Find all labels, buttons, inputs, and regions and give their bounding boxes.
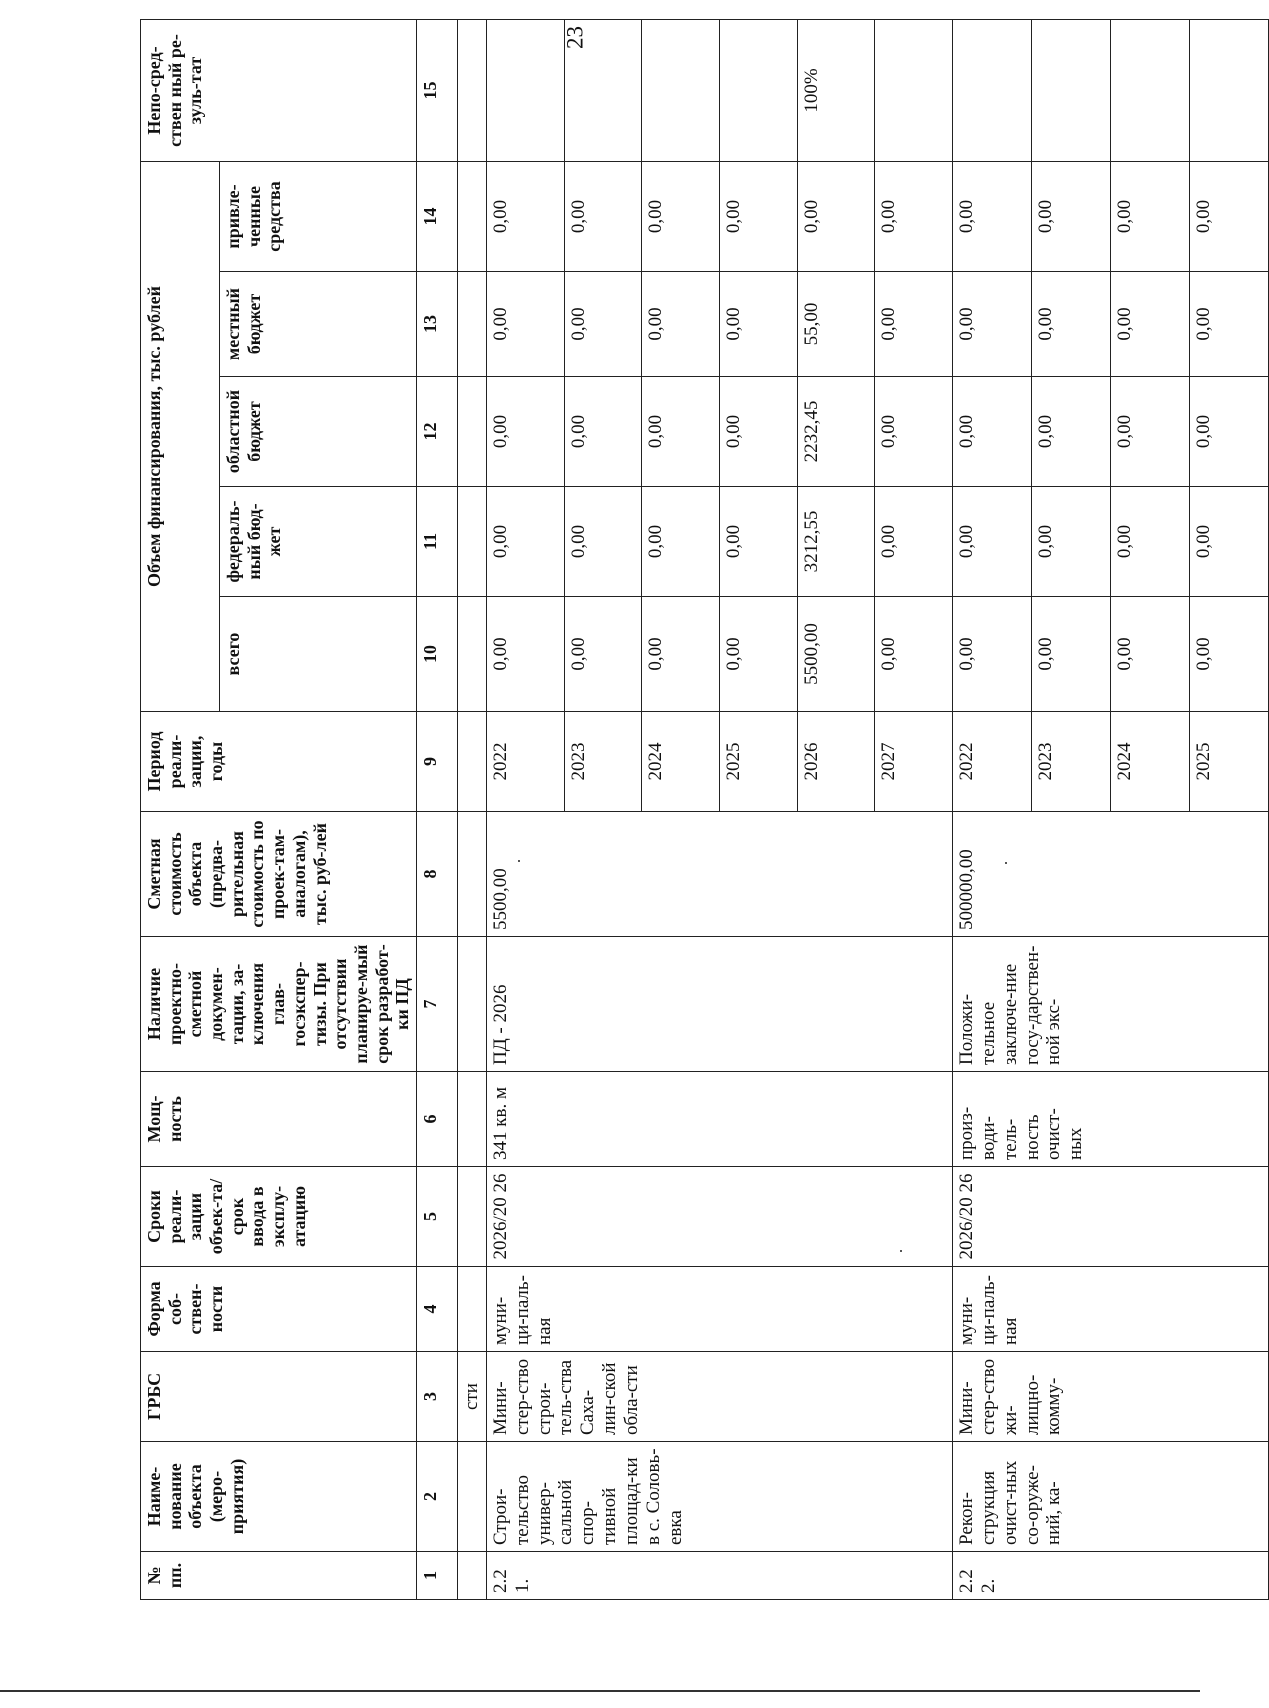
cell-attracted: 0,00: [875, 161, 953, 271]
table-row: [486, 19, 564, 1599]
column-number: 7: [416, 937, 457, 1072]
cell-empty: [457, 937, 486, 1072]
header-docs: Наличие проектно-сметной докумен-тации, за-ключения глав-госэкспер-тизы. При отсутствии планируе-мый срок разработ-ки ПД: [141, 937, 417, 1072]
cell-federal: 0,00: [953, 487, 1032, 597]
cell-federal: 0,00: [1032, 487, 1111, 597]
header-result: Непо-сред-ствен ный ре-зуль-тат: [141, 19, 417, 161]
cell-empty: [457, 812, 486, 937]
cell-year: 2024: [642, 712, 720, 812]
header-funding: Объем финансирования, тыс. рублей: [141, 161, 220, 711]
cell-federal: 0,00: [1190, 487, 1269, 597]
cell-ownership: муни-ци-паль-ная: [486, 1267, 952, 1352]
column-number: 11: [416, 487, 457, 597]
column-number: 10: [416, 597, 457, 712]
cell-federal: 0,00: [642, 487, 720, 597]
column-number: 8: [416, 812, 457, 937]
cell-local: 0,00: [953, 272, 1032, 377]
cell-year: 2024: [1111, 712, 1190, 812]
cell-year: 2022: [953, 712, 1032, 812]
header-capacity: Мощ-ность: [141, 1072, 417, 1167]
cell-total: 0,00: [875, 597, 953, 712]
cell-capacity: 341 кв. м: [486, 1072, 952, 1167]
cell-total: 0,00: [1111, 597, 1190, 712]
cell-empty: [457, 487, 486, 597]
cell-year: 2026: [797, 712, 875, 812]
cell-local: 0,00: [642, 272, 720, 377]
cell-total: 0,00: [719, 597, 797, 712]
cell-regional: 0,00: [953, 377, 1032, 487]
cell-empty: [457, 712, 486, 812]
cell-local: 0,00: [1190, 272, 1269, 377]
cell-total: 0,00: [486, 597, 564, 712]
cell-regional: 0,00: [875, 377, 953, 487]
column-number: 13: [416, 272, 457, 377]
cell-result: [1111, 19, 1190, 161]
cell-result: [486, 19, 564, 161]
column-number: 14: [416, 161, 457, 271]
cell-attracted: 0,00: [1032, 161, 1111, 271]
cell-year: 2023: [564, 712, 642, 812]
scan-speck: [900, 1250, 902, 1252]
cell-federal: 0,00: [719, 487, 797, 597]
cell-total: 0,00: [953, 597, 1032, 712]
header-total: всего: [219, 597, 416, 712]
scan-speck: [518, 860, 520, 862]
cell-regional: 0,00: [1032, 377, 1111, 487]
cell-local: 0,00: [1111, 272, 1190, 377]
cell-local: 0,00: [486, 272, 564, 377]
header-attracted: привле-ченные средства: [219, 161, 416, 271]
header-cost: Сметная стоимость объекта (предва-рительная стоимость по проек-там-аналогам), тыс. руб-лей: [141, 812, 417, 937]
column-number: 3: [416, 1352, 457, 1442]
financing-table-wrapper: [140, 34, 1215, 1600]
cell-docs: ПД - 2026: [486, 937, 952, 1072]
cell-total: 0,00: [1190, 597, 1269, 712]
cell-attracted: 0,00: [564, 161, 642, 271]
cell-num: 2.2 1.: [486, 1552, 952, 1600]
cell-empty: [457, 272, 486, 377]
cell-local: 0,00: [875, 272, 953, 377]
cell-attracted: 0,00: [719, 161, 797, 271]
cell-result: [1032, 19, 1111, 161]
cell-year: 2025: [719, 712, 797, 812]
scan-bottom-edge: [0, 1690, 1200, 1692]
continuation-row: [457, 19, 486, 1599]
cell-federal: 0,00: [1111, 487, 1190, 597]
cell-empty: [457, 161, 486, 271]
cell-federal: 0,00: [875, 487, 953, 597]
header-num: № пп.: [141, 1552, 417, 1600]
cell-cost: 500000,00: [953, 812, 1269, 937]
cell-federal: 3212,55: [797, 487, 875, 597]
cell-grbs-continuation: сти: [457, 1352, 486, 1442]
cell-result: [875, 19, 953, 161]
header-ownership: Форма соб-ствен-ности: [141, 1267, 417, 1352]
cell-regional: 0,00: [564, 377, 642, 487]
cell-total: 0,00: [1032, 597, 1111, 712]
cell-name: Рекон-струкция очист-ных со-оруже-ний, ка-: [953, 1442, 1269, 1552]
cell-total: 0,00: [564, 597, 642, 712]
cell-regional: 0,00: [1111, 377, 1190, 487]
header-period: Период реали-зации, годы: [141, 712, 417, 812]
column-number: 12: [416, 377, 457, 487]
cell-regional: 0,00: [1190, 377, 1269, 487]
cell-result: [642, 19, 720, 161]
header-grbs: ГРБС: [141, 1352, 417, 1442]
cell-result: [564, 19, 642, 161]
cell-attracted: 0,00: [1111, 161, 1190, 271]
cell-result: [719, 19, 797, 161]
cell-cost: 5500,00: [486, 812, 952, 937]
column-number: 5: [416, 1167, 457, 1267]
cell-regional: 2232,45: [797, 377, 875, 487]
cell-local: 55,00: [797, 272, 875, 377]
cell-capacity: произ-води-тель-ность очист-ных: [953, 1072, 1269, 1167]
financing-table: [140, 19, 1269, 1600]
scan-speck: [1005, 862, 1007, 864]
cell-federal: 0,00: [564, 487, 642, 597]
cell-year: 2022: [486, 712, 564, 812]
cell-empty: [457, 1167, 486, 1267]
cell-regional: 0,00: [719, 377, 797, 487]
cell-empty: [457, 19, 486, 161]
column-number: 15: [416, 19, 457, 161]
cell-empty: [457, 1552, 486, 1600]
cell-attracted: 0,00: [797, 161, 875, 271]
header-regional: областной бюджет: [219, 377, 416, 487]
cell-grbs: Мини-стер-ство строи-тель-ства Саха-лин-ской обла-сти: [486, 1352, 952, 1442]
cell-result: [1190, 19, 1269, 161]
cell-empty: [457, 1442, 486, 1552]
cell-total: 0,00: [642, 597, 720, 712]
cell-regional: 0,00: [486, 377, 564, 487]
cell-year: 2027: [875, 712, 953, 812]
cell-empty: [457, 1267, 486, 1352]
column-number: 6: [416, 1072, 457, 1167]
cell-year: 2025: [1190, 712, 1269, 812]
cell-name: Строи-тельство универ-сальной спор-тивной площад-ки в с. Соловь-евка: [486, 1442, 952, 1552]
cell-attracted: 0,00: [486, 161, 564, 271]
column-number: 4: [416, 1267, 457, 1352]
cell-num: 2.2 2.: [953, 1552, 1269, 1600]
cell-docs: Положи-тельное заключе-ние госу-дарствен-ной экс-: [953, 937, 1269, 1072]
cell-empty: [457, 1072, 486, 1167]
cell-attracted: 0,00: [953, 161, 1032, 271]
header-row-top: [141, 19, 220, 1599]
cell-local: 0,00: [719, 272, 797, 377]
cell-result: [953, 19, 1032, 161]
cell-empty: [457, 597, 486, 712]
cell-federal: 0,00: [486, 487, 564, 597]
cell-terms: 2026/20 26: [486, 1167, 952, 1267]
header-terms: Сроки реали-зации объек-та/срок ввода в эксплу-атацию: [141, 1167, 417, 1267]
cell-empty: [457, 377, 486, 487]
cell-local: 0,00: [1032, 272, 1111, 377]
column-number-row: [416, 19, 457, 1599]
cell-ownership: муни-ци-паль-ная: [953, 1267, 1269, 1352]
cell-local: 0,00: [564, 272, 642, 377]
header-local: местный бюджет: [219, 272, 416, 377]
header-federal: федераль-ный бюд-жет: [219, 487, 416, 597]
cell-regional: 0,00: [642, 377, 720, 487]
cell-grbs: Мини-стер-ство жи-лищно-комму-: [953, 1352, 1269, 1442]
column-number: 1: [416, 1552, 457, 1600]
header-name: Наиме-нование объекта (меро-приятия): [141, 1442, 417, 1552]
column-number: 9: [416, 712, 457, 812]
page-number: 23: [562, 26, 588, 49]
column-number: 2: [416, 1442, 457, 1552]
cell-total: 5500,00: [797, 597, 875, 712]
cell-terms: 2026/20 26: [953, 1167, 1269, 1267]
table-row: [953, 19, 1032, 1599]
cell-attracted: 0,00: [642, 161, 720, 271]
cell-result: 100%: [797, 19, 875, 161]
cell-attracted: 0,00: [1190, 161, 1269, 271]
cell-year: 2023: [1032, 712, 1111, 812]
